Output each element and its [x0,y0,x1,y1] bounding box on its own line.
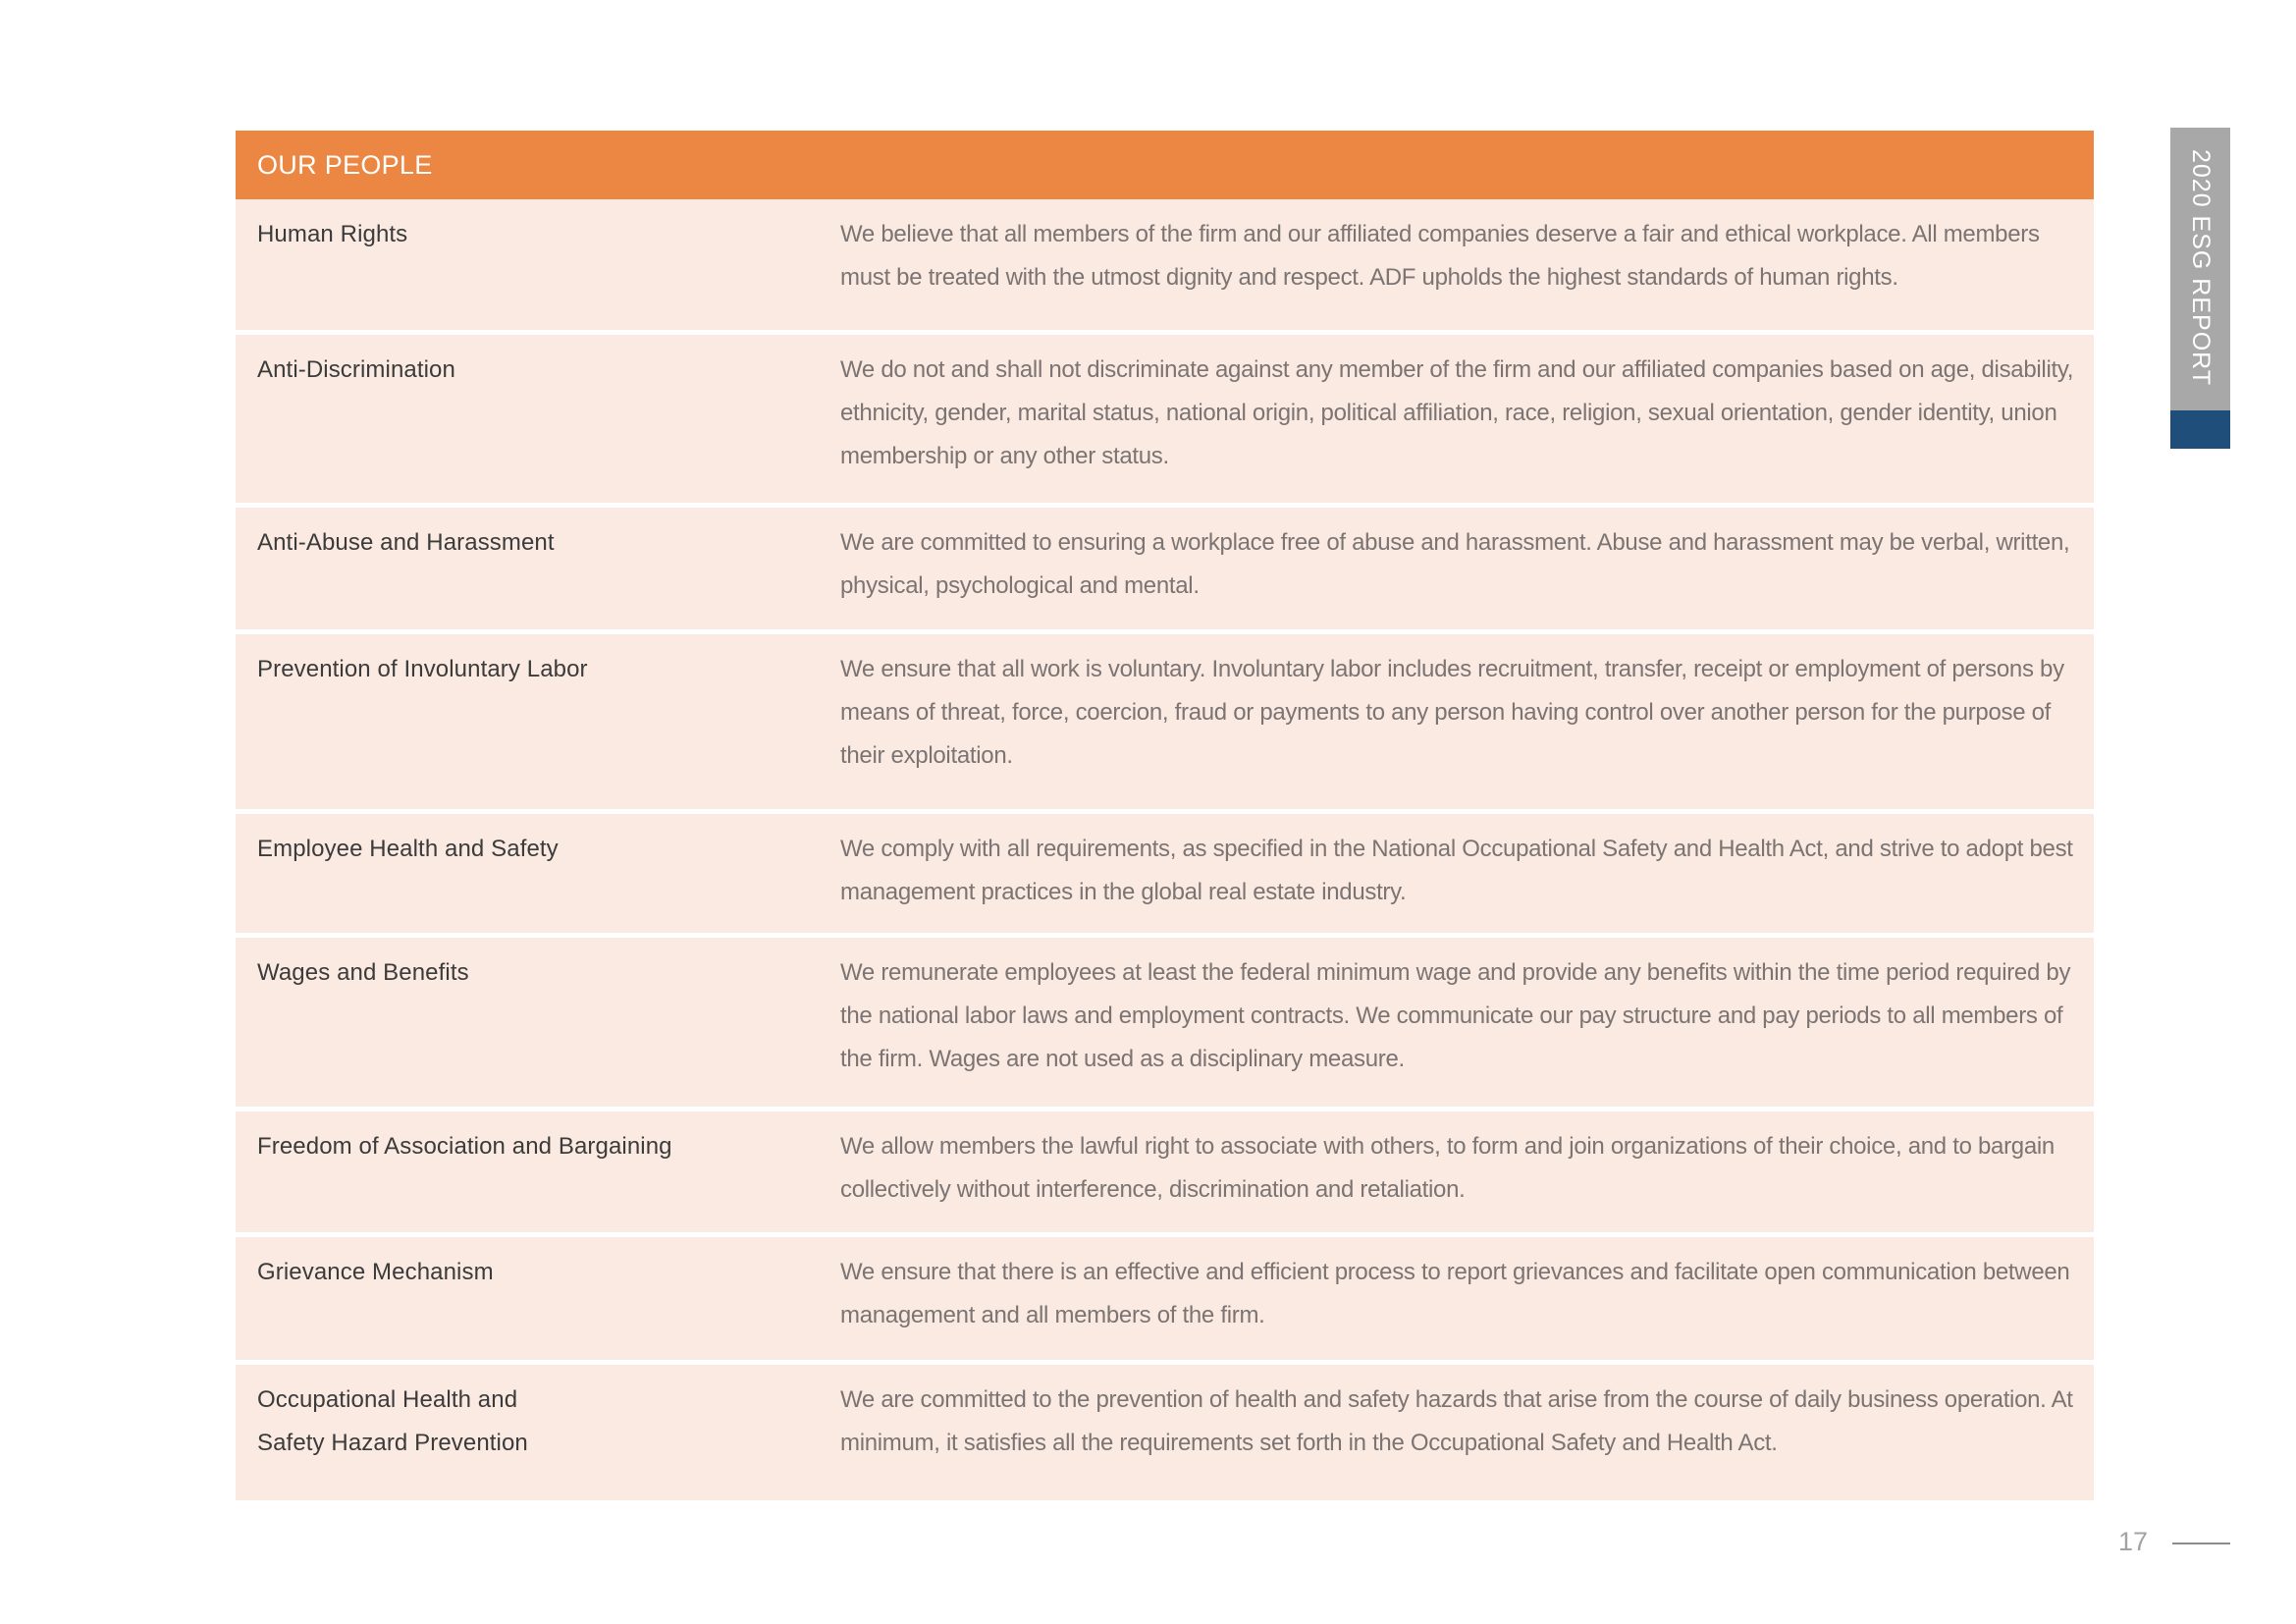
row-label: Anti-Abuse and Harassment [257,529,555,556]
row-description: We allow members the lawful right to associate with others, to form and join organizations of their choice, and to bargain collectively without interference, discrimination and retaliation. [840,1133,2055,1203]
table-row [236,1111,2094,1232]
row-label: Anti-Discrimination [257,356,455,383]
table-row [236,634,2094,809]
row-label: Employee Health and Safety [257,836,559,862]
row-description: We comply with all requirements, as specified in the National Occupational Safety and Health Act, and strive to adopt best management practices in the global real estate industry. [840,836,2073,905]
table-row [236,1365,2094,1500]
row-label: Wages and Benefits [257,959,469,986]
row-label: Freedom of Association and Bargaining [257,1133,672,1160]
table-row [236,335,2094,503]
row-description: We ensure that there is an effective and efficient process to report grievances and facilitate open communication between management and all members of the firm. [840,1259,2070,1328]
table-row [236,1237,2094,1360]
table-row [236,508,2094,629]
report-side-tab-label: 2020 ESG REPORT [2187,149,2215,387]
table-header-title: OUR PEOPLE [236,131,2094,199]
our-people-table [236,131,2094,1500]
row-label: Grievance Mechanism [257,1259,494,1285]
side-tab-accent-block [2170,410,2230,449]
table-row [236,199,2094,330]
row-label: Human Rights [257,221,408,247]
row-label: Occupational Health and Safety Hazard Prevention [257,1386,528,1456]
row-description: We believe that all members of the firm and our affiliated companies deserve a fair and ethical workplace. All members must be treated with the utmost dignity and respect. ADF upholds the highest standards of human rights. [840,221,2040,291]
report-side-tab [2170,128,2230,410]
row-description: We are committed to ensuring a workplace free of abuse and harassment. Abuse and harassment may be verbal, written, physical, psychological and mental. [840,529,2070,599]
row-label: Prevention of Involuntary Labor [257,656,588,682]
page-number-rule [2172,1543,2230,1544]
table-row [236,814,2094,933]
row-description: We do not and shall not discriminate against any member of the firm and our affiliated companies based on age, disability, ethnicity, gender, marital status, national origin, political affiliation, race, religion, sexual orientation, gender identity, union membership or any other status. [840,356,2074,469]
row-description: We are committed to the prevention of health and safety hazards that arise from the course of daily business operation. At minimum, it satisfies all the requirements set forth in the Occupational Safety and Health Act. [840,1386,2073,1456]
row-description: We remunerate employees at least the federal minimum wage and provide any benefits within the time period required by the national labor laws and employment contracts. We communicate our pay structure and pay periods to all members of the firm. Wages are not used as a disciplinary measure. [840,959,2071,1072]
page-number: 17 [2118,1527,2149,1556]
row-description: We ensure that all work is voluntary. Involuntary labor includes recruitment, transfer, receipt or employment of persons by means of threat, force, coercion, fraud or payments to any person having control over another person for the purpose of their exploitation. [840,656,2064,769]
table-row [236,938,2094,1107]
